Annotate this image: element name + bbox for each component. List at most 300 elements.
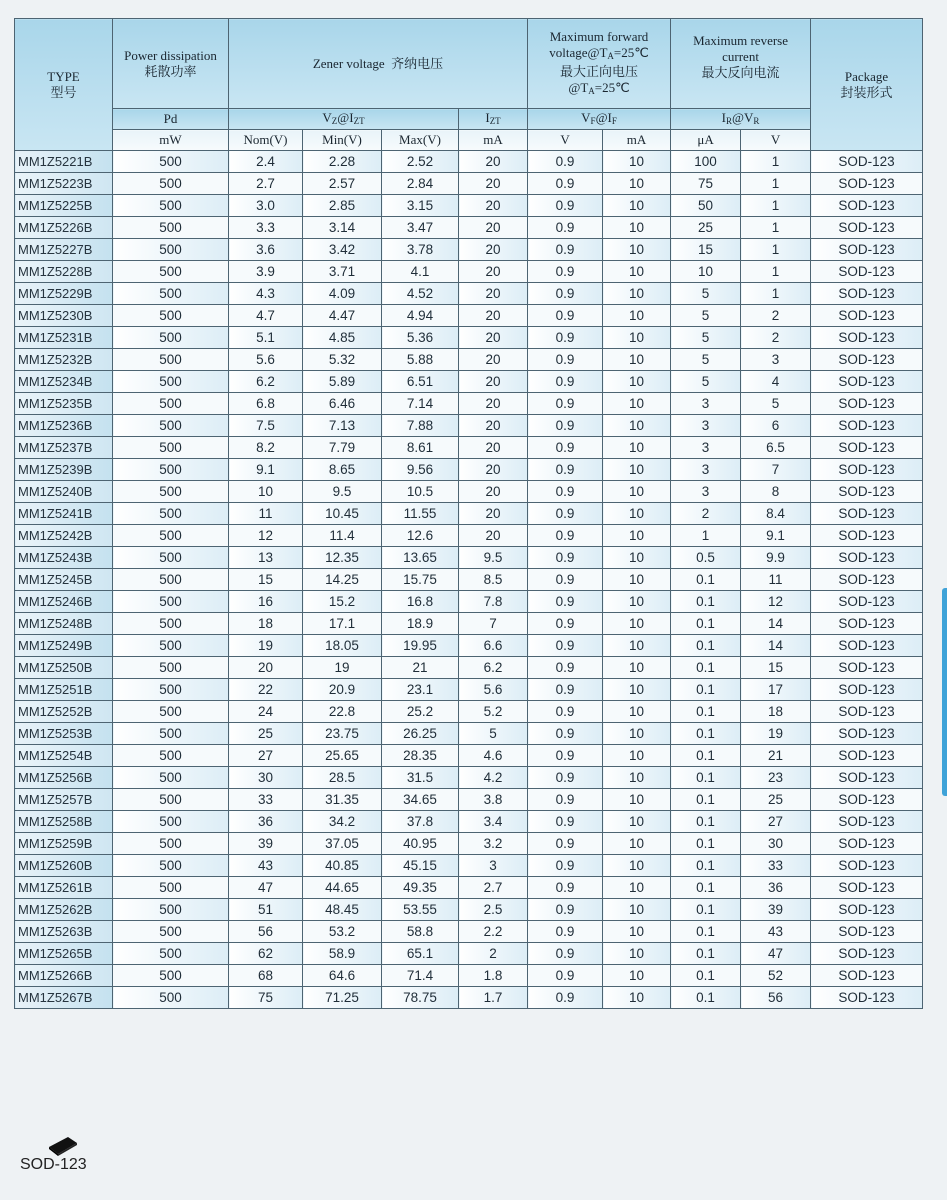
header-power-en: Power dissipation xyxy=(124,47,217,63)
cell-vf: 0.9 xyxy=(528,569,603,591)
cell-vz-nom: 30 xyxy=(229,767,303,789)
cell-vz-nom: 11 xyxy=(229,503,303,525)
cell-vz-min: 25.65 xyxy=(303,745,382,767)
cell-vr: 27 xyxy=(741,811,811,833)
cell-pd: 500 xyxy=(113,899,229,921)
cell-package: SOD-123 xyxy=(811,613,923,635)
cell-if: 10 xyxy=(603,811,671,833)
cell-vz-nom: 33 xyxy=(229,789,303,811)
table-row xyxy=(15,591,923,613)
cell-ir: 0.1 xyxy=(671,613,741,635)
unit-cell: V xyxy=(741,130,811,151)
header-izt: $I_{ZT}$ xyxy=(459,109,528,130)
cell-vr: 33 xyxy=(741,855,811,877)
cell-ir: 0.1 xyxy=(671,855,741,877)
cell-vf: 0.9 xyxy=(528,415,603,437)
cell-package: SOD-123 xyxy=(811,789,923,811)
cell-vr: 11 xyxy=(741,569,811,591)
cell-vz-nom: 5.6 xyxy=(229,349,303,371)
cell-ir: 0.1 xyxy=(671,745,741,767)
cell-ir: 10 xyxy=(671,261,741,283)
cell-type: MM1Z5241B xyxy=(15,503,113,525)
cell-vr: 52 xyxy=(741,965,811,987)
cell-type: MM1Z5242B xyxy=(15,525,113,547)
cell-vf: 0.9 xyxy=(528,899,603,921)
cell-type: MM1Z5229B xyxy=(15,283,113,305)
unit-cell: V xyxy=(528,130,603,151)
cell-pd: 500 xyxy=(113,239,229,261)
cell-package: SOD-123 xyxy=(811,723,923,745)
cell-vz-min: 9.5 xyxy=(303,481,382,503)
cell-if: 10 xyxy=(603,283,671,305)
cell-izt: 3.2 xyxy=(459,833,528,855)
cell-ir: 100 xyxy=(671,151,741,173)
cell-izt: 7 xyxy=(459,613,528,635)
table-row xyxy=(15,371,923,393)
cell-pd: 500 xyxy=(113,789,229,811)
cell-vf: 0.9 xyxy=(528,701,603,723)
cell-pd: 500 xyxy=(113,767,229,789)
cell-pd: 500 xyxy=(113,437,229,459)
cell-package: SOD-123 xyxy=(811,217,923,239)
header-pd: Pd xyxy=(113,109,229,130)
cell-vz-min: 14.25 xyxy=(303,569,382,591)
cell-vz-min: 4.47 xyxy=(303,305,382,327)
cell-if: 10 xyxy=(603,635,671,657)
cell-if: 10 xyxy=(603,349,671,371)
header-reverse-line1: Maximum reverse xyxy=(693,32,789,48)
cell-ir: 3 xyxy=(671,415,741,437)
cell-pd: 500 xyxy=(113,393,229,415)
cell-izt: 7.8 xyxy=(459,591,528,613)
table-row xyxy=(15,789,923,811)
table-row xyxy=(15,745,923,767)
table-row xyxy=(15,877,923,899)
header-zener-cn: 齐纳电压 xyxy=(391,55,444,71)
cell-vz-min: 71.25 xyxy=(303,987,382,1009)
cell-type: MM1Z5250B xyxy=(15,657,113,679)
cell-vz-nom: 75 xyxy=(229,987,303,1009)
cell-pd: 500 xyxy=(113,679,229,701)
cell-vz-nom: 3.6 xyxy=(229,239,303,261)
cell-if: 10 xyxy=(603,591,671,613)
cell-vr: 4 xyxy=(741,371,811,393)
cell-izt: 2.2 xyxy=(459,921,528,943)
cell-vf: 0.9 xyxy=(528,283,603,305)
cell-vz-max: 71.4 xyxy=(382,965,459,987)
table-row xyxy=(15,415,923,437)
table-row xyxy=(15,767,923,789)
cell-vf: 0.9 xyxy=(528,591,603,613)
cell-package: SOD-123 xyxy=(811,943,923,965)
cell-package: SOD-123 xyxy=(811,327,923,349)
cell-izt: 6.6 xyxy=(459,635,528,657)
table-row xyxy=(15,173,923,195)
cell-vf: 0.9 xyxy=(528,327,603,349)
cell-if: 10 xyxy=(603,371,671,393)
header-package-en: Package xyxy=(844,68,889,84)
cell-vz-min: 12.35 xyxy=(303,547,382,569)
cell-vz-min: 23.75 xyxy=(303,723,382,745)
cell-izt: 8.5 xyxy=(459,569,528,591)
cell-pd: 500 xyxy=(113,569,229,591)
header-type-en: TYPE xyxy=(47,68,80,84)
cell-package: SOD-123 xyxy=(811,503,923,525)
sod-123-package-icon xyxy=(46,1135,80,1157)
cell-ir: 0.1 xyxy=(671,921,741,943)
cell-vz-min: 7.79 xyxy=(303,437,382,459)
table-row xyxy=(15,701,923,723)
cell-vf: 0.9 xyxy=(528,151,603,173)
cell-type: MM1Z5267B xyxy=(15,987,113,1009)
table-row xyxy=(15,327,923,349)
cell-izt: 20 xyxy=(459,393,528,415)
cell-ir: 5 xyxy=(671,371,741,393)
header-package-cn: 封装形式 xyxy=(840,84,893,100)
cell-ir: 0.5 xyxy=(671,547,741,569)
cell-package: SOD-123 xyxy=(811,679,923,701)
cell-vf: 0.9 xyxy=(528,349,603,371)
cell-type: MM1Z5252B xyxy=(15,701,113,723)
cell-package: SOD-123 xyxy=(811,459,923,481)
cell-vz-nom: 19 xyxy=(229,635,303,657)
table-row xyxy=(15,987,923,1009)
cell-if: 10 xyxy=(603,921,671,943)
cell-ir: 0.1 xyxy=(671,943,741,965)
table-row xyxy=(15,833,923,855)
table-row xyxy=(15,151,923,173)
cell-vf: 0.9 xyxy=(528,745,603,767)
cell-vz-nom: 7.5 xyxy=(229,415,303,437)
cell-if: 10 xyxy=(603,437,671,459)
cell-vz-min: 10.45 xyxy=(303,503,382,525)
cell-vz-nom: 3.9 xyxy=(229,261,303,283)
cell-izt: 3.8 xyxy=(459,789,528,811)
cell-vz-min: 28.5 xyxy=(303,767,382,789)
cell-pd: 500 xyxy=(113,613,229,635)
cell-vr: 5 xyxy=(741,393,811,415)
cell-package: SOD-123 xyxy=(811,965,923,987)
cell-pd: 500 xyxy=(113,261,229,283)
cell-vr: 8.4 xyxy=(741,503,811,525)
cell-izt: 20 xyxy=(459,217,528,239)
cell-vf: 0.9 xyxy=(528,811,603,833)
cell-package: SOD-123 xyxy=(811,239,923,261)
cell-vf: 0.9 xyxy=(528,525,603,547)
cell-izt: 5.6 xyxy=(459,679,528,701)
cell-if: 10 xyxy=(603,195,671,217)
cell-vr: 36 xyxy=(741,877,811,899)
cell-ir: 3 xyxy=(671,481,741,503)
table-row xyxy=(15,547,923,569)
cell-type: MM1Z5221B xyxy=(15,151,113,173)
cell-vz-nom: 68 xyxy=(229,965,303,987)
cell-pd: 500 xyxy=(113,877,229,899)
cell-pd: 500 xyxy=(113,943,229,965)
cell-package: SOD-123 xyxy=(811,899,923,921)
cell-vz-nom: 10 xyxy=(229,481,303,503)
cell-vz-min: 8.65 xyxy=(303,459,382,481)
cell-ir: 0.1 xyxy=(671,701,741,723)
cell-izt: 20 xyxy=(459,151,528,173)
cell-package: SOD-123 xyxy=(811,855,923,877)
header-ir: $I_R@V_R$ xyxy=(671,109,811,130)
cell-vz-min: 5.32 xyxy=(303,349,382,371)
cell-pd: 500 xyxy=(113,811,229,833)
cell-vz-max: 53.55 xyxy=(382,899,459,921)
cell-package: SOD-123 xyxy=(811,173,923,195)
cell-vz-min: 18.05 xyxy=(303,635,382,657)
table-row xyxy=(15,921,923,943)
cell-if: 10 xyxy=(603,899,671,921)
cell-package: SOD-123 xyxy=(811,635,923,657)
cell-ir: 5 xyxy=(671,349,741,371)
cell-vz-nom: 27 xyxy=(229,745,303,767)
cell-vf: 0.9 xyxy=(528,943,603,965)
cell-vz-max: 45.15 xyxy=(382,855,459,877)
cell-vz-min: 53.2 xyxy=(303,921,382,943)
cell-pd: 500 xyxy=(113,965,229,987)
cell-vz-min: 3.14 xyxy=(303,217,382,239)
cell-vr: 17 xyxy=(741,679,811,701)
cell-izt: 2 xyxy=(459,943,528,965)
table-row xyxy=(15,965,923,987)
package-label: SOD-123 xyxy=(20,1156,87,1173)
cell-ir: 50 xyxy=(671,195,741,217)
cell-pd: 500 xyxy=(113,833,229,855)
cell-vz-max: 13.65 xyxy=(382,547,459,569)
cell-izt: 5 xyxy=(459,723,528,745)
cell-vz-max: 12.6 xyxy=(382,525,459,547)
cell-ir: 0.1 xyxy=(671,987,741,1009)
cell-if: 10 xyxy=(603,173,671,195)
cell-type: MM1Z5239B xyxy=(15,459,113,481)
cell-if: 10 xyxy=(603,525,671,547)
cell-izt: 2.7 xyxy=(459,877,528,899)
cell-vr: 1 xyxy=(741,151,811,173)
unit-cell: mA xyxy=(603,130,671,151)
cell-pd: 500 xyxy=(113,349,229,371)
cell-if: 10 xyxy=(603,569,671,591)
cell-if: 10 xyxy=(603,239,671,261)
cell-vz-min: 2.57 xyxy=(303,173,382,195)
cell-if: 10 xyxy=(603,415,671,437)
cell-vr: 7 xyxy=(741,459,811,481)
cell-vz-max: 11.55 xyxy=(382,503,459,525)
cell-izt: 20 xyxy=(459,503,528,525)
cell-vz-min: 48.45 xyxy=(303,899,382,921)
cell-vz-min: 44.65 xyxy=(303,877,382,899)
cell-izt: 2.5 xyxy=(459,899,528,921)
cell-ir: 0.1 xyxy=(671,833,741,855)
cell-vz-nom: 12 xyxy=(229,525,303,547)
cell-vr: 2 xyxy=(741,305,811,327)
cell-vr: 1 xyxy=(741,261,811,283)
cell-vr: 8 xyxy=(741,481,811,503)
cell-vr: 14 xyxy=(741,635,811,657)
cell-izt: 3.4 xyxy=(459,811,528,833)
cell-type: MM1Z5234B xyxy=(15,371,113,393)
cell-pd: 500 xyxy=(113,173,229,195)
cell-pd: 500 xyxy=(113,481,229,503)
page-edge-tab xyxy=(942,588,947,796)
cell-pd: 500 xyxy=(113,459,229,481)
cell-type: MM1Z5223B xyxy=(15,173,113,195)
cell-vf: 0.9 xyxy=(528,657,603,679)
cell-ir: 5 xyxy=(671,283,741,305)
cell-pd: 500 xyxy=(113,701,229,723)
cell-vf: 0.9 xyxy=(528,877,603,899)
cell-type: MM1Z5257B xyxy=(15,789,113,811)
cell-package: SOD-123 xyxy=(811,349,923,371)
cell-package: SOD-123 xyxy=(811,701,923,723)
cell-type: MM1Z5245B xyxy=(15,569,113,591)
cell-vf: 0.9 xyxy=(528,789,603,811)
cell-vr: 1 xyxy=(741,173,811,195)
cell-package: SOD-123 xyxy=(811,305,923,327)
cell-izt: 1.7 xyxy=(459,987,528,1009)
cell-vz-max: 6.51 xyxy=(382,371,459,393)
table-row xyxy=(15,855,923,877)
cell-vz-min: 6.46 xyxy=(303,393,382,415)
cell-izt: 20 xyxy=(459,525,528,547)
table-row xyxy=(15,459,923,481)
cell-izt: 9.5 xyxy=(459,547,528,569)
cell-vf: 0.9 xyxy=(528,833,603,855)
cell-vz-max: 8.61 xyxy=(382,437,459,459)
cell-ir: 0.1 xyxy=(671,635,741,657)
cell-vz-nom: 4.7 xyxy=(229,305,303,327)
cell-type: MM1Z5263B xyxy=(15,921,113,943)
cell-vz-max: 31.5 xyxy=(382,767,459,789)
cell-type: MM1Z5249B xyxy=(15,635,113,657)
header-power xyxy=(113,19,229,109)
datasheet-sheet xyxy=(14,18,922,1009)
cell-pd: 500 xyxy=(113,635,229,657)
cell-if: 10 xyxy=(603,151,671,173)
cell-vr: 39 xyxy=(741,899,811,921)
cell-vf: 0.9 xyxy=(528,371,603,393)
cell-vr: 25 xyxy=(741,789,811,811)
cell-if: 10 xyxy=(603,943,671,965)
cell-if: 10 xyxy=(603,679,671,701)
header-type xyxy=(15,19,113,151)
cell-type: MM1Z5236B xyxy=(15,415,113,437)
cell-vz-min: 2.28 xyxy=(303,151,382,173)
cell-package: SOD-123 xyxy=(811,481,923,503)
cell-type: MM1Z5243B xyxy=(15,547,113,569)
table-row xyxy=(15,239,923,261)
cell-pd: 500 xyxy=(113,415,229,437)
cell-vz-max: 9.56 xyxy=(382,459,459,481)
cell-vr: 19 xyxy=(741,723,811,745)
cell-izt: 20 xyxy=(459,173,528,195)
cell-ir: 0.1 xyxy=(671,591,741,613)
cell-pd: 500 xyxy=(113,525,229,547)
cell-izt: 5.2 xyxy=(459,701,528,723)
header-forward-cond: $@T_A=25℃$ xyxy=(568,79,630,96)
table-row xyxy=(15,481,923,503)
header-forward-line1: Maximum forward xyxy=(549,28,649,44)
cell-ir: 1 xyxy=(671,525,741,547)
header-power-cn: 耗散功率 xyxy=(144,63,197,79)
table-row xyxy=(15,613,923,635)
cell-ir: 3 xyxy=(671,459,741,481)
cell-pd: 500 xyxy=(113,921,229,943)
cell-vr: 12 xyxy=(741,591,811,613)
cell-type: MM1Z5227B xyxy=(15,239,113,261)
cell-vf: 0.9 xyxy=(528,503,603,525)
cell-type: MM1Z5246B xyxy=(15,591,113,613)
header-vf: $V_F@I_F$ xyxy=(528,109,671,130)
cell-vr: 1 xyxy=(741,195,811,217)
cell-pd: 500 xyxy=(113,371,229,393)
cell-izt: 1.8 xyxy=(459,965,528,987)
table-row xyxy=(15,657,923,679)
cell-vz-min: 11.4 xyxy=(303,525,382,547)
cell-vr: 56 xyxy=(741,987,811,1009)
cell-package: SOD-123 xyxy=(811,415,923,437)
header-package xyxy=(811,19,923,151)
cell-package: SOD-123 xyxy=(811,569,923,591)
cell-type: MM1Z5261B xyxy=(15,877,113,899)
cell-vf: 0.9 xyxy=(528,173,603,195)
unit-cell: μA xyxy=(671,130,741,151)
cell-vf: 0.9 xyxy=(528,481,603,503)
cell-type: MM1Z5231B xyxy=(15,327,113,349)
cell-izt: 20 xyxy=(459,305,528,327)
cell-vz-nom: 3.0 xyxy=(229,195,303,217)
cell-vf: 0.9 xyxy=(528,921,603,943)
header-reverse-cn: 最大反向电流 xyxy=(701,64,780,80)
cell-type: MM1Z5265B xyxy=(15,943,113,965)
cell-vr: 30 xyxy=(741,833,811,855)
unit-cell: mA xyxy=(459,130,528,151)
cell-vz-max: 19.95 xyxy=(382,635,459,657)
cell-vz-min: 15.2 xyxy=(303,591,382,613)
table-row xyxy=(15,349,923,371)
cell-vz-max: 3.47 xyxy=(382,217,459,239)
cell-if: 10 xyxy=(603,261,671,283)
cell-vr: 23 xyxy=(741,767,811,789)
cell-type: MM1Z5256B xyxy=(15,767,113,789)
cell-ir: 0.1 xyxy=(671,723,741,745)
cell-vz-nom: 5.1 xyxy=(229,327,303,349)
unit-cell: Min(V) xyxy=(303,130,382,151)
cell-if: 10 xyxy=(603,855,671,877)
cell-vz-nom: 20 xyxy=(229,657,303,679)
cell-izt: 20 xyxy=(459,261,528,283)
cell-vf: 0.9 xyxy=(528,767,603,789)
cell-izt: 4.6 xyxy=(459,745,528,767)
cell-type: MM1Z5240B xyxy=(15,481,113,503)
cell-izt: 20 xyxy=(459,327,528,349)
cell-izt: 20 xyxy=(459,283,528,305)
cell-pd: 500 xyxy=(113,217,229,239)
cell-if: 10 xyxy=(603,657,671,679)
cell-izt: 20 xyxy=(459,371,528,393)
cell-if: 10 xyxy=(603,459,671,481)
cell-vz-min: 64.6 xyxy=(303,965,382,987)
cell-vr: 3 xyxy=(741,349,811,371)
cell-type: MM1Z5260B xyxy=(15,855,113,877)
table-row xyxy=(15,261,923,283)
cell-izt: 20 xyxy=(459,349,528,371)
cell-package: SOD-123 xyxy=(811,261,923,283)
cell-package: SOD-123 xyxy=(811,547,923,569)
cell-vz-nom: 47 xyxy=(229,877,303,899)
cell-vz-nom: 24 xyxy=(229,701,303,723)
